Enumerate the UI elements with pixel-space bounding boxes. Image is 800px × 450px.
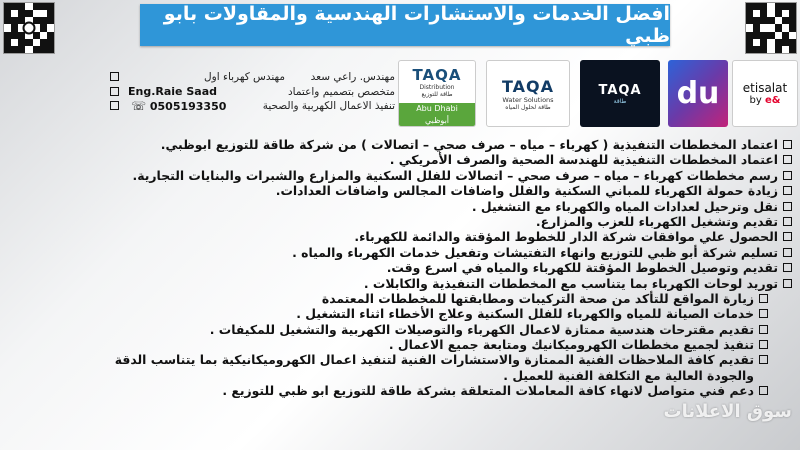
taqa-ad-sub-ar: طاقة للتوزيع [421, 91, 453, 98]
contact-row-1 [110, 70, 395, 85]
sub-list-item [4, 352, 794, 367]
etisalat-name: etisalat [742, 81, 788, 95]
list-item-text: خدمات الصيانة للمياه والكهرباء للفلل السكنية وعلاج الأخطاء اثناء التشغيل . [296, 306, 754, 322]
sub-list-item [4, 337, 794, 352]
list-item [4, 260, 794, 275]
list-item [4, 229, 794, 244]
checkbox-icon [110, 101, 119, 110]
checkbox-icon [110, 87, 119, 96]
etisalat-logo [732, 60, 798, 127]
sub-list-item [4, 306, 794, 321]
contact-row-2 [110, 85, 395, 100]
sub-list-item-continuation [4, 368, 794, 383]
list-item-text: نقل وترحيل لعدادات المياه والكهرباء مع التشغيل . [471, 198, 778, 214]
contact-phone-wrap[interactable] [128, 99, 226, 114]
contact-row-3 [110, 99, 395, 114]
contact-services: تنفيذ الاعمال الكهربية والصحية [262, 100, 395, 112]
etisalat-brand: e& [764, 95, 781, 106]
list-item-text: توريد لوحات الكهرباء بما يتناسب مع المخططات التنفيذية والكابلات . [363, 275, 778, 291]
services-list [4, 137, 794, 399]
checkbox-icon [783, 263, 792, 272]
sub-list-item [4, 383, 794, 398]
checkbox-icon [783, 217, 792, 226]
list-item-text: زيادة حمولة الكهرباء للمباني السكنية والفلل واضافات المجالس واضافات العدادات. [275, 183, 778, 199]
list-item-text: تنفيذ لجميع مخططات الكهروميكانيك ومتابعة جميع الاعمال . [388, 337, 754, 353]
list-item [4, 183, 794, 198]
checkbox-icon [783, 155, 792, 164]
taqa-ad-city-ar: أبوظبي [424, 116, 450, 125]
checkbox-icon [783, 202, 792, 211]
taqa-ws-name: TAQA [501, 76, 555, 96]
taqa-water-logo [486, 60, 570, 127]
checkbox-icon [759, 340, 768, 349]
checkbox-icon [759, 386, 768, 395]
etisalat-by-line [750, 95, 781, 106]
contact-phone[interactable]: 0505193350 [149, 100, 227, 113]
checkbox-icon [759, 309, 768, 318]
checkbox-icon [783, 232, 792, 241]
taqa-ad-city: Abu Dhabi [416, 104, 458, 113]
list-item [4, 168, 794, 183]
sub-list-item [4, 322, 794, 337]
list-item-text: تقديم كافة الملاحظات الفنية الممتازة والاستشارات الفنية لتنفيذ اعمال الكهروميكانيكية بما يتناسب الدقة [114, 352, 754, 368]
checkbox-icon [783, 248, 792, 257]
qr-code-contact[interactable] [745, 2, 797, 54]
list-item-text: دعم فني متواصل لانهاء كافة المعاملات المتعلقة بشركة طاقة للتوزيع ابو ظبي للتوزيع . [222, 383, 754, 399]
checkbox-icon [783, 279, 792, 288]
taqa-gen-sub: طاقة [613, 97, 627, 105]
list-item-text: الحصول علي موافقات شركة الدار للخطوط المؤقتة والدائمة للكهرباء. [354, 229, 778, 245]
sub-list-item [4, 291, 794, 306]
contact-title: مهندس كهرباء اول [204, 71, 285, 83]
contact-block [110, 70, 395, 130]
phone-icon: ☏ [131, 99, 147, 113]
checkbox-icon [783, 171, 792, 180]
page-title: افضل الخدمات والاستشارات الهندسية والمقاولات بابو ظبي [163, 3, 670, 47]
list-item-text: تسليم شركة أبو ظبي للتوزيع وانهاء التفتيشات وتفعيل خدمات الكهرباء والمياه . [292, 244, 778, 260]
contact-specialty: متخصص بتصميم واعتماد [287, 85, 395, 98]
contact-name-en: Eng.Raie Saad [128, 84, 217, 98]
checkbox-icon [759, 325, 768, 334]
checkbox-icon [110, 72, 119, 81]
list-item [4, 214, 794, 229]
whatsapp-icon [23, 22, 36, 35]
list-item [4, 137, 794, 152]
taqa-gen-name: TAQA [598, 82, 642, 98]
checkbox-icon [783, 186, 792, 195]
list-item [4, 199, 794, 214]
checkbox-icon [759, 355, 768, 364]
contact-name-ar: مهندس. راعي سعد [310, 71, 395, 83]
taqa-ad-sub: Distribution [419, 84, 455, 91]
du-name: du [676, 76, 720, 111]
taqa-logo [580, 60, 660, 127]
list-item [4, 152, 794, 167]
list-item-text: زيارة المواقع للتأكد من صحة التركيبات ومطابقتها للمخططات المعتمدة [321, 290, 754, 306]
list-item [4, 245, 794, 260]
taqa-ws-sub: Water Solutions [502, 95, 554, 104]
list-item-text: رسم مخططات كهرباء – مياه – صرف صحي – اتصالات للفلل السكنية والمزارع والشبرات والبنايات التجارية. [132, 167, 778, 183]
list-item-text: والجودة العالية مع التكلفة الفنية للعميل . [503, 367, 754, 383]
checkbox-icon [783, 140, 792, 149]
taqa-ws-sub-ar: طاقة لحلول المياه [505, 103, 551, 111]
page-title-banner [140, 4, 670, 46]
etisalat-by: by [749, 95, 765, 106]
du-logo [668, 60, 728, 127]
list-item [4, 276, 794, 291]
taqa-ad-name: TAQA [412, 66, 462, 84]
watermark: سوق الاعلانات [663, 401, 792, 422]
checkbox-icon [759, 294, 768, 303]
list-item-text: تقديم مقترحات هندسية ممتازة لاعمال الكهرباء والتوصيلات الكهربية والتشغيل للمكيفات . [209, 321, 754, 337]
list-item-text: تقديم وتوصيل الخطوط المؤقتة للكهرباء والمياه في اسرع وقت. [386, 260, 778, 276]
list-item-text: اعتماد المخططات التنفيذية للهندسة الصحية والصرف الأمريكي . [389, 152, 778, 168]
list-item-text: تقديم وتشغيل الكهرباء للعزب والمزارع. [535, 213, 778, 229]
qr-code-whatsapp[interactable] [3, 2, 55, 54]
taqa-distribution-logo [398, 60, 476, 127]
list-item-text: اعتماد المخططات التنفيذية ( كهرباء – مياه – صرف صحي – اتصالات ) من شركة طاقة للتوزيع ابوظبي. [160, 137, 778, 152]
